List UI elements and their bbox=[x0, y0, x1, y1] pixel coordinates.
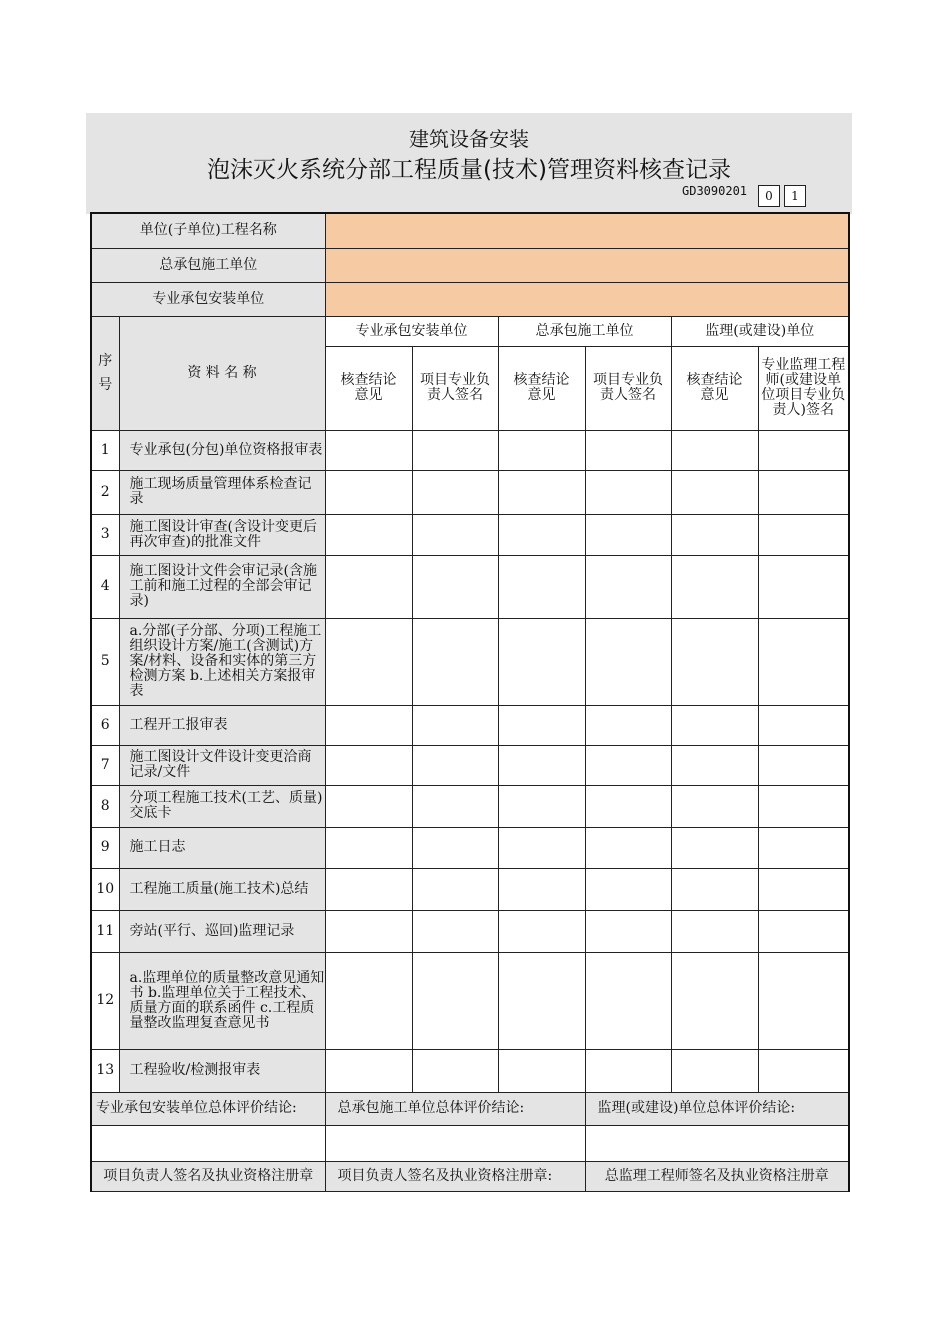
seq-header: 序号 bbox=[91, 316, 119, 430]
cell[interactable] bbox=[498, 785, 585, 827]
cell[interactable] bbox=[325, 514, 412, 555]
table-row bbox=[91, 618, 849, 705]
cell[interactable] bbox=[585, 827, 671, 868]
cell[interactable] bbox=[758, 745, 849, 785]
supervision-sign-label: 总监理工程师签名及执业资格注册章 bbox=[585, 1161, 849, 1191]
cell[interactable] bbox=[412, 952, 498, 1049]
cell[interactable] bbox=[325, 785, 412, 827]
sub-header-3: 核查结论意见 bbox=[498, 346, 585, 430]
supervision-eval-label: 监理(或建设)单位总体评价结论: bbox=[585, 1092, 849, 1125]
cell[interactable] bbox=[585, 514, 671, 555]
cell[interactable] bbox=[498, 868, 585, 910]
cell[interactable] bbox=[498, 470, 585, 514]
cell[interactable] bbox=[671, 555, 758, 618]
table-row bbox=[91, 745, 849, 785]
row-no: 9 bbox=[91, 827, 119, 868]
sub-header-4: 项目专业负责人签名 bbox=[585, 346, 671, 430]
cell[interactable] bbox=[412, 430, 498, 470]
cell[interactable] bbox=[585, 705, 671, 745]
cell[interactable] bbox=[325, 827, 412, 868]
cell[interactable] bbox=[585, 952, 671, 1049]
general-contractor-label: 总承包施工单位 bbox=[91, 248, 325, 282]
cell[interactable] bbox=[585, 745, 671, 785]
cell[interactable] bbox=[758, 827, 849, 868]
table-row bbox=[91, 470, 849, 514]
cell[interactable] bbox=[412, 555, 498, 618]
row-name: 工程开工报审表 bbox=[119, 705, 325, 745]
cell[interactable] bbox=[325, 952, 412, 1049]
group-header-supervision: 监理(或建设)单位 bbox=[671, 316, 849, 346]
row-name: 工程验收/检测报审表 bbox=[119, 1049, 325, 1092]
form-title: 泡沫灭火系统分部工程质量(技术)管理资料核查记录 bbox=[207, 157, 731, 183]
cell[interactable] bbox=[758, 430, 849, 470]
cell[interactable] bbox=[585, 868, 671, 910]
cell[interactable] bbox=[412, 827, 498, 868]
sub-header-1: 核查结论意见 bbox=[325, 346, 412, 430]
cell[interactable] bbox=[671, 785, 758, 827]
row-no: 12 bbox=[91, 952, 119, 1049]
cell[interactable] bbox=[671, 1049, 758, 1092]
row-name: 工程施工质量(施工技术)总结 bbox=[119, 868, 325, 910]
cell[interactable] bbox=[585, 618, 671, 705]
row-name: 专业承包(分包)单位资格报审表 bbox=[119, 430, 325, 470]
cell[interactable] bbox=[498, 618, 585, 705]
sub-header-6: 专业监理工程师(或建设单位项目专业负责人)签名 bbox=[758, 346, 849, 430]
cell[interactable] bbox=[412, 785, 498, 827]
cell[interactable] bbox=[498, 555, 585, 618]
table-row bbox=[91, 868, 849, 910]
cell[interactable] bbox=[412, 1049, 498, 1092]
cell[interactable] bbox=[671, 910, 758, 952]
cell[interactable] bbox=[671, 705, 758, 745]
table-row bbox=[91, 555, 849, 618]
specialty-contractor-label: 专业承包安装单位 bbox=[91, 282, 325, 316]
cell[interactable] bbox=[671, 514, 758, 555]
cell[interactable] bbox=[758, 514, 849, 555]
sub-header-2: 项目专业负责人签名 bbox=[412, 346, 498, 430]
row-name: 施工图设计审查(含设计变更后再次审查)的批准文件 bbox=[119, 514, 325, 555]
table-row bbox=[91, 785, 849, 827]
row-no: 7 bbox=[91, 745, 119, 785]
group-header-general: 总承包施工单位 bbox=[498, 316, 671, 346]
row-no: 8 bbox=[91, 785, 119, 827]
cell[interactable] bbox=[758, 555, 849, 618]
cell[interactable] bbox=[325, 705, 412, 745]
cell[interactable] bbox=[585, 910, 671, 952]
cell[interactable] bbox=[758, 618, 849, 705]
table-row bbox=[91, 514, 849, 555]
cell[interactable] bbox=[412, 618, 498, 705]
cell[interactable] bbox=[325, 868, 412, 910]
row-no: 1 bbox=[91, 430, 119, 470]
table-row bbox=[91, 827, 849, 868]
cell[interactable] bbox=[325, 910, 412, 952]
form-code: GD3090201 bbox=[682, 184, 748, 198]
row-no: 10 bbox=[91, 868, 119, 910]
cell[interactable] bbox=[498, 514, 585, 555]
cell[interactable] bbox=[498, 430, 585, 470]
cell[interactable] bbox=[325, 555, 412, 618]
general-sign-label: 项目负责人签名及执业资格注册章: bbox=[325, 1161, 585, 1191]
cell[interactable] bbox=[585, 470, 671, 514]
row-name: 施工图设计文件设计变更洽商记录/文件 bbox=[119, 745, 325, 785]
cell[interactable] bbox=[325, 618, 412, 705]
cell[interactable] bbox=[498, 745, 585, 785]
cell[interactable] bbox=[671, 618, 758, 705]
form-sheet bbox=[86, 113, 852, 214]
form-header bbox=[86, 113, 852, 214]
cell[interactable] bbox=[325, 1049, 412, 1092]
cell[interactable] bbox=[325, 745, 412, 785]
record-table bbox=[90, 212, 850, 1192]
cell[interactable] bbox=[671, 430, 758, 470]
sub-header-5: 核查结论意见 bbox=[671, 346, 758, 430]
table-row bbox=[91, 430, 849, 470]
row-no: 13 bbox=[91, 1049, 119, 1092]
cell[interactable] bbox=[498, 1049, 585, 1092]
row-name: 施工图设计文件会审记录(含施工前和施工过程的全部会审记录) bbox=[119, 555, 325, 618]
row-name: 分项工程施工技术(工艺、质量)交底卡 bbox=[119, 785, 325, 827]
specialty-eval-label: 专业承包安装单位总体评价结论: bbox=[91, 1092, 325, 1125]
table-row bbox=[91, 952, 849, 1049]
cell[interactable] bbox=[585, 785, 671, 827]
table-row bbox=[91, 705, 849, 745]
code-box-2[interactable]: 1 bbox=[784, 185, 806, 207]
general-eval-label: 总承包施工单位总体评价结论: bbox=[325, 1092, 585, 1125]
name-header: 资 料 名 称 bbox=[119, 316, 325, 430]
cell[interactable] bbox=[758, 868, 849, 910]
cell[interactable] bbox=[412, 470, 498, 514]
cell[interactable] bbox=[498, 910, 585, 952]
row-no: 6 bbox=[91, 705, 119, 745]
row-no: 5 bbox=[91, 618, 119, 705]
cell[interactable] bbox=[412, 910, 498, 952]
cell[interactable] bbox=[758, 705, 849, 745]
cell[interactable] bbox=[758, 952, 849, 1049]
specialty-contractor-field[interactable] bbox=[325, 282, 849, 316]
supervision-eval-field[interactable] bbox=[585, 1125, 849, 1161]
specialty-sign-label: 项目负责人签名及执业资格注册章 bbox=[91, 1161, 325, 1191]
cell[interactable] bbox=[412, 514, 498, 555]
row-name: 旁站(平行、巡回)监理记录 bbox=[119, 910, 325, 952]
cell[interactable] bbox=[758, 1049, 849, 1092]
row-name: a.分部(子分部、分项)工程施工组织设计方案/施工(含测试)方案/材料、设备和实体的第三方检测方案 b.上述相关方案报审表 bbox=[119, 618, 325, 705]
group-header-specialty: 专业承包安装单位 bbox=[325, 316, 498, 346]
row-no: 3 bbox=[91, 514, 119, 555]
cell[interactable] bbox=[671, 470, 758, 514]
cell[interactable] bbox=[325, 470, 412, 514]
cell[interactable] bbox=[758, 785, 849, 827]
form-subtitle: 建筑设备安装 bbox=[409, 127, 529, 151]
code-box-1[interactable]: 0 bbox=[758, 185, 780, 207]
table-row bbox=[91, 1049, 849, 1092]
project-name-label: 单位(子单位)工程名称 bbox=[91, 213, 325, 248]
cell[interactable] bbox=[585, 555, 671, 618]
cell[interactable] bbox=[671, 952, 758, 1049]
specialty-eval-field[interactable] bbox=[91, 1125, 325, 1161]
row-name: a.监理单位的质量整改意见通知书 b.监理单位关于工程技术、质量方面的联系函件 c.工程质量整改监理复查意见书 bbox=[119, 952, 325, 1049]
cell[interactable] bbox=[325, 430, 412, 470]
cell[interactable] bbox=[758, 910, 849, 952]
general-contractor-field[interactable] bbox=[325, 248, 849, 282]
cell[interactable] bbox=[498, 705, 585, 745]
row-no: 11 bbox=[91, 910, 119, 952]
row-name: 施工现场质量管理体系检查记录 bbox=[119, 470, 325, 514]
table-row bbox=[91, 910, 849, 952]
row-no: 4 bbox=[91, 555, 119, 618]
cell[interactable] bbox=[498, 952, 585, 1049]
project-name-field[interactable] bbox=[325, 213, 849, 248]
row-name: 施工日志 bbox=[119, 827, 325, 868]
general-eval-field[interactable] bbox=[325, 1125, 585, 1161]
row-no: 2 bbox=[91, 470, 119, 514]
cell[interactable] bbox=[671, 868, 758, 910]
cell[interactable] bbox=[671, 745, 758, 785]
cell[interactable] bbox=[412, 705, 498, 745]
cell[interactable] bbox=[412, 745, 498, 785]
cell[interactable] bbox=[585, 1049, 671, 1092]
cell[interactable] bbox=[498, 827, 585, 868]
cell[interactable] bbox=[671, 827, 758, 868]
cell[interactable] bbox=[758, 470, 849, 514]
cell[interactable] bbox=[412, 868, 498, 910]
cell[interactable] bbox=[585, 430, 671, 470]
